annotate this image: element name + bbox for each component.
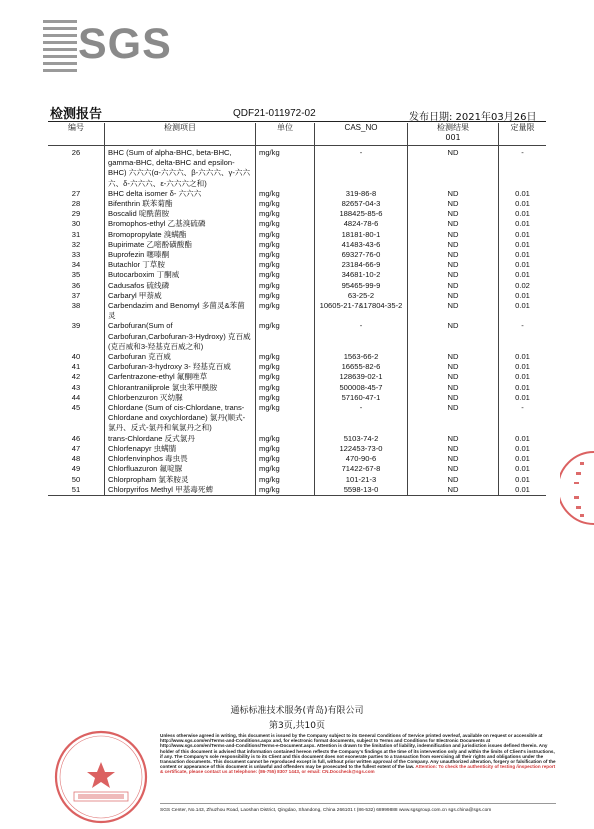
cas-number-cell: 319-86-8 xyxy=(315,189,408,199)
result-cell: ND xyxy=(408,383,499,393)
row-number-cell: 42 xyxy=(48,372,105,382)
quantitation-limit-cell: 0.01 xyxy=(515,362,530,372)
test-item-cell: Chlorbenzuron 灭幼脲 xyxy=(105,393,256,403)
table-row xyxy=(48,454,546,464)
table-row xyxy=(48,281,546,291)
quantitation-limit-cell: 0.01 xyxy=(499,485,547,496)
row-number-cell: 45 xyxy=(48,403,105,434)
col-header-unit: 单位 xyxy=(256,123,315,146)
row-number-cell: 39 xyxy=(48,321,105,352)
table-row xyxy=(48,230,546,240)
quantitation-limit-cell: 0.01 xyxy=(515,464,530,474)
cas-number-cell: 69327-76-0 xyxy=(315,250,408,260)
cas-number-cell: 122453-73-0 xyxy=(315,444,408,454)
quantitation-limit-cell: 0.01 xyxy=(515,290,530,300)
logo-text: SGS xyxy=(78,20,172,68)
row-number-cell: 41 xyxy=(48,362,105,372)
quantitation-limit-cell: 0.02 xyxy=(515,280,530,290)
test-item-cell: Carbofuran-3-hydroxy 3- 羟基克百威 xyxy=(105,362,256,372)
row-number-cell: 26 xyxy=(48,146,105,189)
test-item-cell: BHC delta isomer δ- 六六六 xyxy=(105,189,256,199)
quantitation-limit-cell: 0.01 xyxy=(515,433,530,443)
quantitation-limit-cell: 0.01 xyxy=(515,443,530,453)
test-item-cell: Bupirimate 乙嘧酚磺酸酯 xyxy=(105,240,256,250)
unit-cell: mg/kg xyxy=(256,281,315,291)
quantitation-limit-cell: - xyxy=(521,148,524,157)
unit-cell: mg/kg xyxy=(256,321,315,352)
unit-cell: mg/kg xyxy=(256,372,315,382)
unit-cell: mg/kg xyxy=(256,219,315,229)
unit-cell: mg/kg xyxy=(256,464,315,474)
row-number-cell: 44 xyxy=(48,393,105,403)
test-item-cell: Carbaryl 甲萘威 xyxy=(105,291,256,301)
table-row xyxy=(48,403,546,434)
issue-date: 发布日期: 2021年03月26日 xyxy=(409,112,537,123)
test-item-cell: Carfentrazone-ethyl 氟酮唑草 xyxy=(105,372,256,382)
header-rule xyxy=(48,121,546,122)
unit-cell: mg/kg xyxy=(256,230,315,240)
row-number-cell: 36 xyxy=(48,281,105,291)
unit-cell: mg/kg xyxy=(256,403,315,434)
unit-cell: mg/kg xyxy=(256,291,315,301)
quantitation-limit-cell: 0.01 xyxy=(515,260,530,270)
test-item-cell: Cadusafos 硫线磷 xyxy=(105,281,256,291)
address-rule xyxy=(160,803,556,804)
test-item-cell: Chlordane (Sum of cis-Chlordane, trans-Chlordane and oxychlordane) 氯丹(顺式-氯丹、反式-氯丹和氧氯丹之和) xyxy=(105,403,256,434)
test-item-cell: BHC (Sum of alpha-BHC, beta-BHC, gamma-BHC, delta-BHC and epsilon-BHC) 六六六(α-六六六、β-六六六、γ-六六六、δ-六六六、ε-六六六之和) xyxy=(105,146,256,189)
table-row xyxy=(48,444,546,454)
unit-cell: mg/kg xyxy=(256,301,315,321)
quantitation-limit-cell: - xyxy=(521,321,524,331)
unit-cell: mg/kg xyxy=(256,434,315,444)
table-row xyxy=(48,219,546,229)
test-item-cell: Buprofezin 噻嗪酮 xyxy=(105,250,256,260)
row-number-cell: 29 xyxy=(48,209,105,219)
result-cell: ND xyxy=(408,485,499,496)
table-row xyxy=(48,352,546,362)
result-cell: ND xyxy=(408,352,499,362)
result-cell: ND xyxy=(408,464,499,474)
authenticity-note: Attention: To check the authenticity of testing /inspection report & certificate, please contact us at telephone: (86-755) 8307 1443, or email: CN.Doccheck@sgs.com xyxy=(160,764,556,775)
unit-cell: mg/kg xyxy=(256,189,315,199)
cas-number-cell: 71422-67-8 xyxy=(315,464,408,474)
cas-number-cell: 101-21-3 xyxy=(315,475,408,485)
quantitation-limit-cell: 0.01 xyxy=(515,270,530,280)
table-row xyxy=(48,189,546,199)
table-row xyxy=(48,199,546,209)
report-title: 检测报告 xyxy=(50,107,103,122)
result-cell: ND xyxy=(408,250,499,260)
cas-number-cell: 82657-04-3 xyxy=(315,199,408,209)
row-number-cell: 31 xyxy=(48,230,105,240)
cas-number-cell: 10605-21-7&17804-35-2 xyxy=(315,301,408,321)
quantitation-limit-cell: 0.01 xyxy=(515,199,530,209)
result-cell: ND xyxy=(408,454,499,464)
cas-number-cell: 23184-66-9 xyxy=(315,260,408,270)
test-item-cell: Bromophos-ethyl 乙基溴硫磷 xyxy=(105,219,256,229)
table-row xyxy=(48,362,546,372)
result-cell: ND xyxy=(408,362,499,372)
row-number-cell: 46 xyxy=(48,434,105,444)
test-item-cell: Butachlor 丁草胺 xyxy=(105,260,256,270)
quantitation-limit-cell: 0.01 xyxy=(515,209,530,219)
table-row xyxy=(48,372,546,382)
result-cell: ND xyxy=(408,230,499,240)
test-item-cell: Boscalid 啶酰菌胺 xyxy=(105,209,256,219)
row-number-cell: 48 xyxy=(48,454,105,464)
result-cell: ND xyxy=(408,475,499,485)
unit-cell: mg/kg xyxy=(256,444,315,454)
quantitation-limit-cell: 0.01 xyxy=(515,239,530,249)
test-item-cell: Carbofuran 克百威 xyxy=(105,352,256,362)
unit-cell: mg/kg xyxy=(256,383,315,393)
table-row xyxy=(48,291,546,301)
quantitation-limit-cell: 0.01 xyxy=(515,392,530,402)
col-header-item: 检测项目 xyxy=(105,123,256,146)
company-seal-stamp xyxy=(52,728,150,826)
table-header-row xyxy=(48,123,546,146)
col-header-result xyxy=(408,123,499,146)
test-item-cell: Carbofuran(Sum of Carbofuran,Carbofuran-3-Hydroxy) 克百威(克百威和3-羟基克百威之和) xyxy=(105,321,256,352)
unit-cell: mg/kg xyxy=(256,250,315,260)
unit-cell: mg/kg xyxy=(256,270,315,280)
test-item-cell: Chlorfenvinphos 毒虫畏 xyxy=(105,454,256,464)
table-row xyxy=(48,146,546,189)
unit-cell: mg/kg xyxy=(256,240,315,250)
unit-cell: mg/kg xyxy=(256,485,315,496)
row-number-cell: 49 xyxy=(48,464,105,474)
quantitation-limit-cell: 0.01 xyxy=(515,454,530,464)
unit-cell: mg/kg xyxy=(256,393,315,403)
unit-cell: mg/kg xyxy=(256,475,315,485)
table-row xyxy=(48,475,546,485)
cas-number-cell: 4824-78-6 xyxy=(315,219,408,229)
unit-cell: mg/kg xyxy=(256,146,315,189)
result-cell: ND xyxy=(408,260,499,270)
table-row xyxy=(48,485,546,496)
quantitation-limit-cell: 0.01 xyxy=(515,250,530,260)
result-cell: ND xyxy=(408,146,499,189)
cas-number-cell: 18181-80-1 xyxy=(315,230,408,240)
result-cell: ND xyxy=(408,301,499,321)
cas-number-cell: 41483-43-6 xyxy=(315,240,408,250)
row-number-cell: 33 xyxy=(48,250,105,260)
table-row xyxy=(48,464,546,474)
row-number-cell: 30 xyxy=(48,219,105,229)
unit-cell: mg/kg xyxy=(256,352,315,362)
result-cell: ND xyxy=(408,189,499,199)
table-row xyxy=(48,301,546,321)
row-number-cell: 32 xyxy=(48,240,105,250)
cas-number-cell: 63-25-2 xyxy=(315,291,408,301)
disclaimer-text: Unless otherwise agreed in writing, this document is issued by the Company subject to its General Conditions of Service printed overleaf, available on request or accessible at http://www.sgs.com/en/Terms-and-Conditions.aspx and, for electronic format documents, subject to Terms and Conditions for Electronic Documents at http://www.sgs.com/en/Terms-and-Conditions/Terms-e-Document.aspx. Attention is drawn to the limitation of liability, indemnification and jurisdiction issues defined therein. Any holder of this document is advised that information contained hereon reflects the Company's findings at the time of its intervention only and within the limits of Client's instructions, if any. The Company's sole responsibility is to its Client and this document does not exonerate parties to a transaction from exercising all their rights and obligations under the transaction documents. This document cannot be reproduced except in full, without prior written approval of the Company. Any unauthorized alteration, forgery or falsification of the content or appearance of this document is unlawful and offenders may be prosecuted to the fullest extent of the law. xyxy=(160,733,556,770)
result-sample-id: 001 xyxy=(445,133,461,143)
result-cell: ND xyxy=(408,291,499,301)
table-row xyxy=(48,393,546,403)
row-number-cell: 47 xyxy=(48,444,105,454)
side-seal-stamp xyxy=(560,448,594,528)
unit-cell: mg/kg xyxy=(256,454,315,464)
result-cell: ND xyxy=(408,403,499,434)
result-cell: ND xyxy=(408,372,499,382)
row-number-cell: 27 xyxy=(48,189,105,199)
test-item-cell: Chlorpyrifos Methyl 甲基毒死蜱 xyxy=(105,485,256,496)
quantitation-limit-cell: 0.01 xyxy=(515,352,530,362)
result-header-label: 检测结果 xyxy=(437,123,469,132)
row-number-cell: 51 xyxy=(48,485,105,496)
test-item-cell: Carbendazim and Benomyl 多菌灵&苯菌灵 xyxy=(105,301,256,321)
test-item-cell: Chlorpropham 氯苯胺灵 xyxy=(105,475,256,485)
test-item-cell: Chlorfenapyr 虫螨腈 xyxy=(105,444,256,454)
row-number-cell: 43 xyxy=(48,383,105,393)
row-number-cell: 37 xyxy=(48,291,105,301)
result-cell: ND xyxy=(408,209,499,219)
table-row xyxy=(48,250,546,260)
test-item-cell: Bromopropylate 溴螨酯 xyxy=(105,230,256,240)
result-cell: ND xyxy=(408,434,499,444)
result-cell: ND xyxy=(408,281,499,291)
result-cell: ND xyxy=(408,444,499,454)
row-number-cell: 38 xyxy=(48,301,105,321)
test-item-cell: Bifenthrin 联苯菊酯 xyxy=(105,199,256,209)
quantitation-limit-cell: 0.01 xyxy=(515,219,530,229)
cas-number-cell: - xyxy=(315,321,408,352)
unit-cell: mg/kg xyxy=(256,199,315,209)
cas-number-cell: 57160-47-1 xyxy=(315,393,408,403)
cas-number-cell: 188425-85-6 xyxy=(315,209,408,219)
row-number-cell: 34 xyxy=(48,260,105,270)
quantitation-limit-cell: 0.01 xyxy=(515,301,530,311)
table-row xyxy=(48,383,546,393)
cas-number-cell: 5103-74-2 xyxy=(315,434,408,444)
table-row xyxy=(48,240,546,250)
table-row xyxy=(48,209,546,219)
result-cell: ND xyxy=(408,219,499,229)
table-row xyxy=(48,260,546,270)
result-cell: ND xyxy=(408,199,499,209)
test-item-cell: trans-Chlordane 反式氯丹 xyxy=(105,434,256,444)
row-number-cell: 40 xyxy=(48,352,105,362)
footer-company: 通标标准技术服务(青岛)有限公司 xyxy=(230,706,364,716)
col-header-cas: CAS_NO xyxy=(315,123,408,146)
table-row xyxy=(48,270,546,280)
col-header-loq: 定量限 xyxy=(499,123,547,146)
cas-number-cell: 1563-66-2 xyxy=(315,352,408,362)
quantitation-limit-cell: 0.01 xyxy=(515,229,530,239)
test-item-cell: Chlorantraniliprole 氯虫苯甲酰胺 xyxy=(105,383,256,393)
company-address: SGS Center, No.143, Zhuzhou Road, Laoshan District, Qingdao, Shandong, China 266101 t (86-532) 68999888 www.sgsgroup.com.cn sgs.china@sgs.com xyxy=(160,808,492,813)
result-cell: ND xyxy=(408,393,499,403)
cas-number-cell: 500008-45-7 xyxy=(315,383,408,393)
results-table xyxy=(48,123,546,496)
table-row xyxy=(48,321,546,352)
unit-cell: mg/kg xyxy=(256,260,315,270)
cas-number-cell: 16655-82-6 xyxy=(315,362,408,372)
row-number-cell: 28 xyxy=(48,199,105,209)
quantitation-limit-cell: 0.01 xyxy=(515,372,530,382)
table-row xyxy=(48,434,546,444)
col-header-no: 编号 xyxy=(48,123,105,146)
cas-number-cell: 5598-13-0 xyxy=(315,485,408,496)
quantitation-limit-cell: - xyxy=(521,403,524,413)
unit-cell: mg/kg xyxy=(256,209,315,219)
result-cell: ND xyxy=(408,240,499,250)
document-number: QDF21-011972-02 xyxy=(233,108,316,119)
row-number-cell: 35 xyxy=(48,270,105,280)
footer-page-number: 第3页,共10页 xyxy=(268,721,326,731)
quantitation-limit-cell: 0.01 xyxy=(515,188,530,198)
cas-number-cell: 95465-99-9 xyxy=(315,281,408,291)
cas-number-cell: 128639-02-1 xyxy=(315,372,408,382)
quantitation-limit-cell: 0.01 xyxy=(515,382,530,392)
cas-number-cell: - xyxy=(315,403,408,434)
test-item-cell: Butocarboxim 丁酮威 xyxy=(105,270,256,280)
result-cell: ND xyxy=(408,270,499,280)
quantitation-limit-cell: 0.01 xyxy=(515,474,530,484)
cas-number-cell: 34681-10-2 xyxy=(315,270,408,280)
cas-number-cell: - xyxy=(315,146,408,189)
test-item-cell: Chlorfluazuron 氟啶脲 xyxy=(105,464,256,474)
unit-cell: mg/kg xyxy=(256,362,315,372)
legal-disclaimer xyxy=(160,733,556,775)
cas-number-cell: 470-90-6 xyxy=(315,454,408,464)
row-number-cell: 50 xyxy=(48,475,105,485)
result-cell: ND xyxy=(408,321,499,352)
